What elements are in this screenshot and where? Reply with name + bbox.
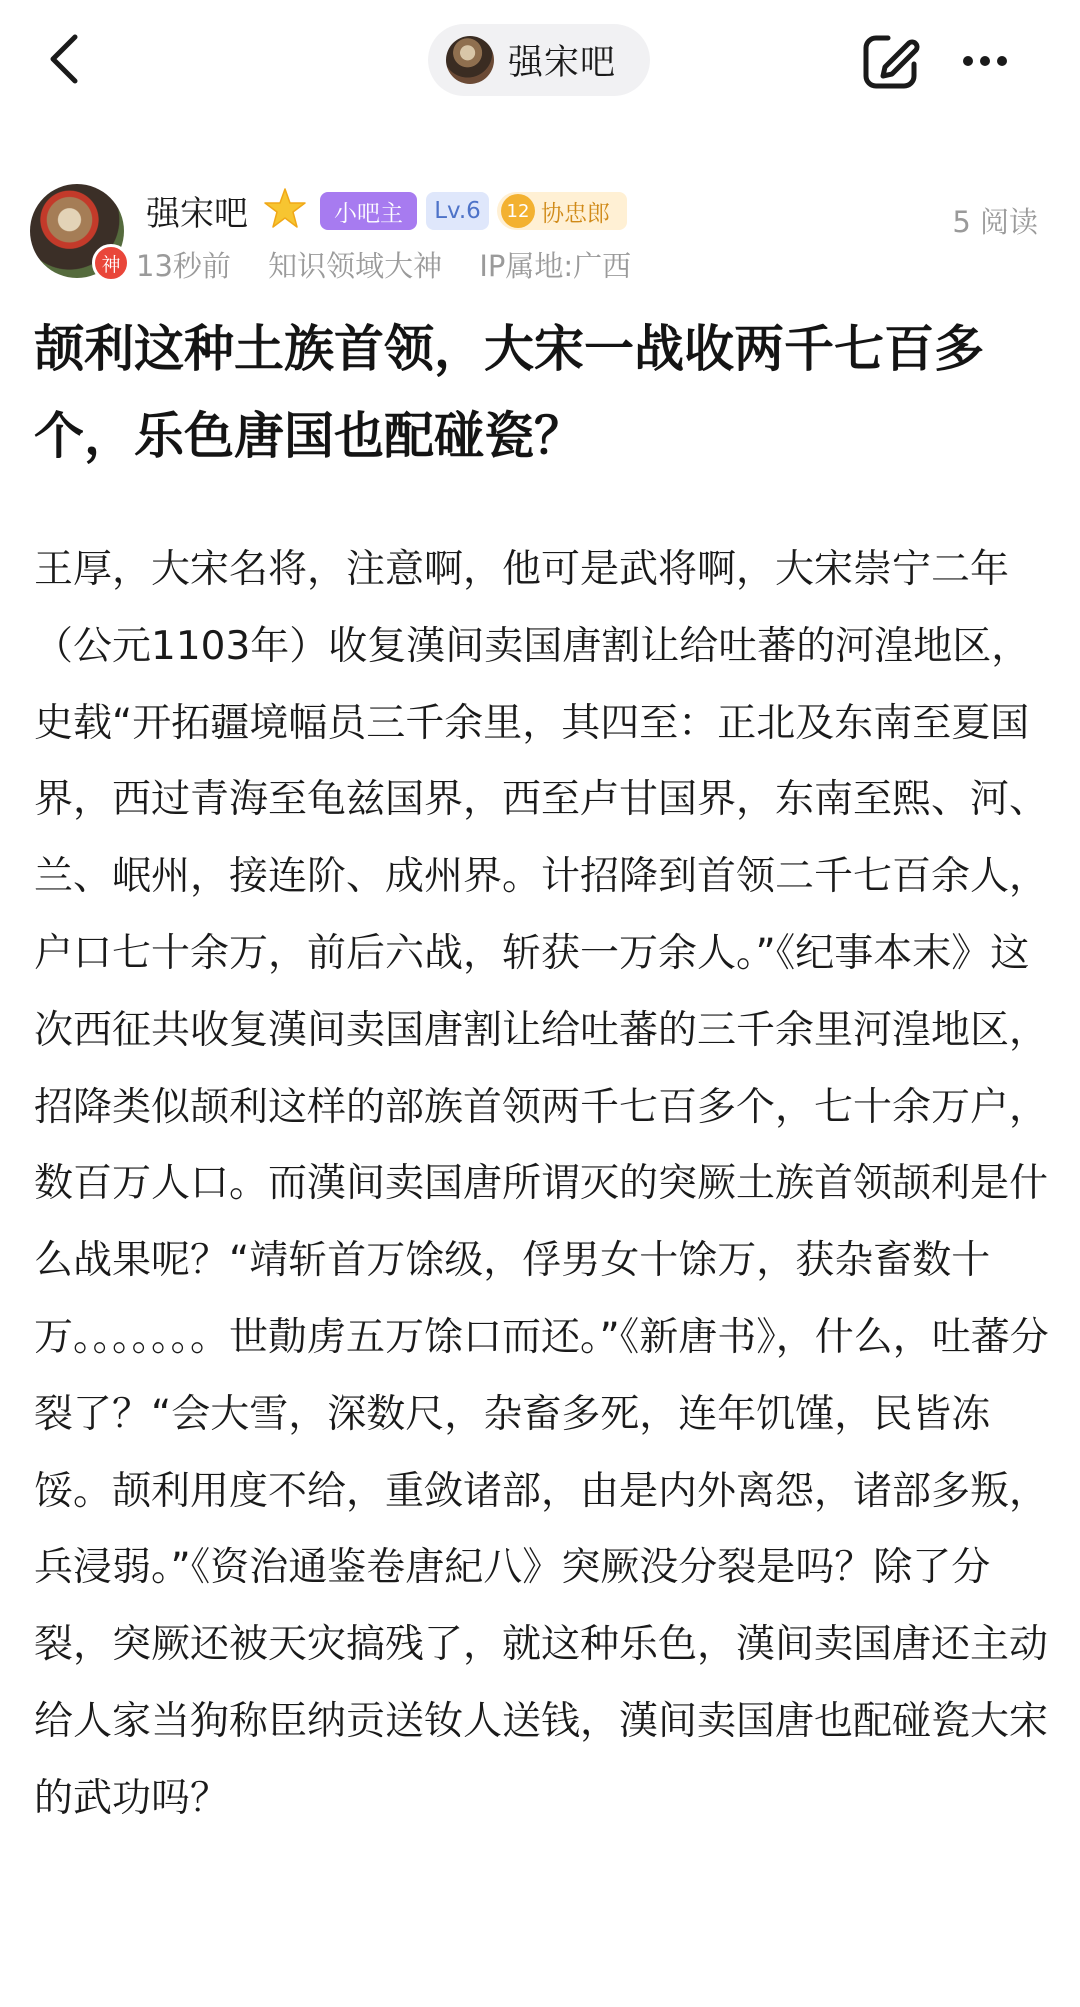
post-title: 颉利这种土族首领，大宋一战收两千七百多个，乐色唐国也配碰瓷？ — [34, 320, 984, 465]
forum-avatar — [446, 36, 494, 84]
ip-location: IP属地:广西 — [479, 249, 632, 283]
edit-icon — [858, 28, 924, 94]
chevron-left-icon — [47, 33, 81, 85]
read-count: 5 阅读 — [952, 205, 1038, 239]
forum-name: 强宋吧 — [508, 43, 617, 83]
post-body: 王厚，大宋名将，注意啊，他可是武将啊，大宋崇宁二年（公元1103年）收复漢间卖国唐割让给吐蕃的河湟地区，史载“开拓疆境幅员三千余里，其四至：正北及东南至夏国界，西过青海至龟兹国界，西至卢甘国界，东南至熙、河、兰、岷州，接连阶、成州界。计招降到首领二千七百余人，户口七十余万，前后六战，斩获一万余人。”《纪事本末》这次西征共收复漢间卖国唐割让给吐蕃的三千余里河湟地区，招降类似颉利这样的部族首领两千七百多个，七十余万户，数百万人口。而漢间卖国唐所谓灭的突厥土族首领颉利是什么战果呢？“靖斩首万馀级，俘男女十馀万，获杂畜数十万。。。。。。。世勣虏五万馀口而还。”《新唐书》，什么，吐蕃分裂了？“会大雪，深数尺，杂畜多死，连年饥馑，民皆冻馁。颉利用度不给，重敛诸部，由是内外离怨，诸部多叛，兵浸弱。”《资治通鉴卷唐紀八》突厥没分裂是吗？除了分裂，突厥还被天灾搞残了，就这种乐色，漢间卖国唐还主动给人家当狗称臣纳贡送钕人送钱，漢间卖国唐也配碰瓷大宋的武功吗？ — [34, 547, 1049, 1821]
back-button[interactable] — [34, 22, 94, 96]
author-name[interactable]: 强宋吧 — [146, 194, 248, 234]
god-badge: 神 — [92, 244, 130, 282]
more-dots-icon — [962, 55, 1008, 67]
post-time: 13秒前 — [136, 249, 231, 283]
forum-entry-button[interactable] — [428, 24, 650, 96]
author-title-tag: 知识领域大神 — [268, 249, 443, 283]
author-avatar[interactable] — [30, 184, 124, 278]
star-icon — [262, 186, 308, 232]
post-meta — [136, 244, 659, 285]
owner-badge: 小吧主 — [320, 192, 417, 230]
top-nav-bar — [0, 0, 1080, 122]
honor-level: 12 — [501, 194, 535, 228]
edit-button[interactable] — [858, 28, 924, 94]
honor-badge — [497, 192, 627, 230]
honor-title: 协忠郎 — [541, 200, 610, 227]
level-badge: Lv.6 — [426, 192, 489, 230]
more-options-button[interactable] — [952, 28, 1018, 94]
